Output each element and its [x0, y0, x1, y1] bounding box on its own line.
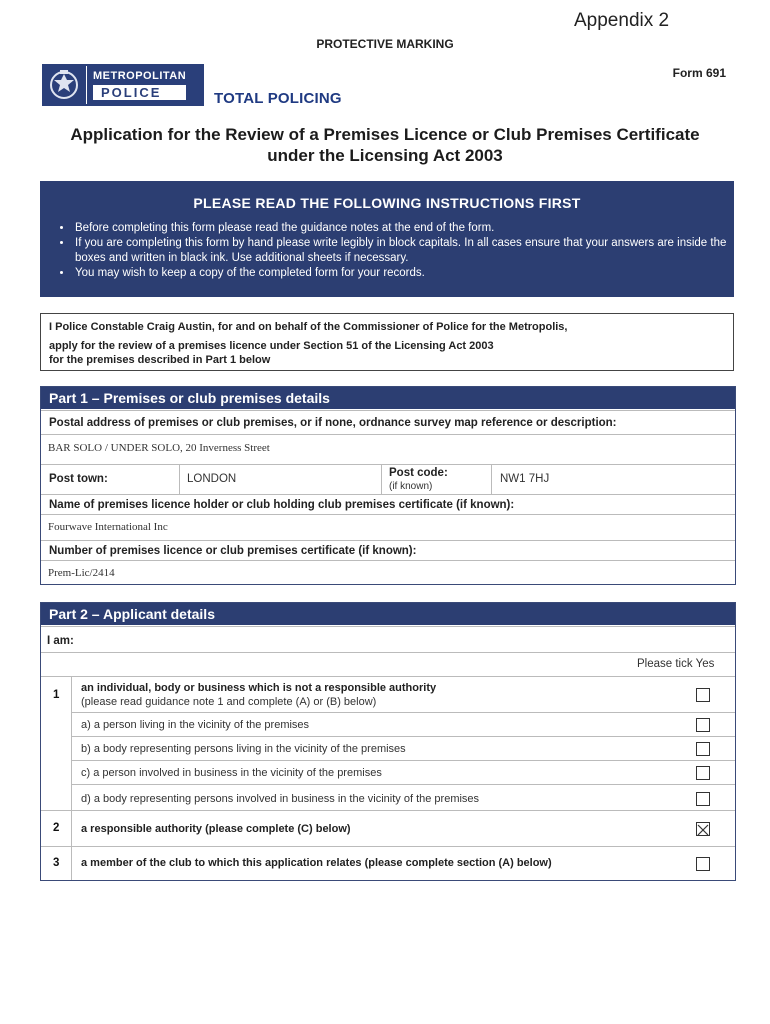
crest-icon — [42, 64, 86, 106]
declaration-line2: apply for the review of a premises licence under Section 51 of the Licensing Act 2003 — [49, 340, 494, 352]
option-1-row — [41, 676, 735, 713]
i-am-label: I am: — [47, 635, 74, 647]
sub-a-row — [71, 712, 735, 737]
form-title-line2: under the Licensing Act 2003 — [267, 146, 503, 165]
logo-wordmark — [86, 66, 186, 104]
option-3-number: 3 — [53, 857, 60, 869]
option-3-row — [41, 846, 735, 881]
option-2-checkbox[interactable] — [696, 822, 710, 836]
address-field[interactable] — [41, 434, 735, 465]
option-1-note: (please read guidance note 1 and complete (A) or (B) below) — [81, 696, 377, 708]
sub-d-row — [71, 784, 735, 811]
post-code-field[interactable]: NW1 7HJ — [500, 473, 550, 485]
instructions-box — [40, 181, 734, 297]
holder-value: Fourwave International Inc — [48, 521, 168, 533]
appendix-label: Appendix 2 — [574, 10, 670, 31]
part1-heading: Part 1 – Premises or club premises details — [41, 387, 735, 409]
total-policing-tagline: TOTAL POLICING — [214, 90, 342, 107]
option-3-text: a member of the club to which this application relates (please complete section (A) below) — [81, 857, 552, 869]
instructions-list — [40, 221, 734, 281]
licence-number-value: Prem-Lic/2414 — [48, 567, 115, 579]
holder-field[interactable] — [41, 514, 735, 541]
form-number: Form 691 — [672, 66, 726, 80]
option-1-number: 1 — [53, 689, 60, 701]
form-title — [0, 124, 770, 166]
sub-c-checkbox[interactable] — [696, 766, 710, 780]
checked-x-icon — [697, 824, 709, 836]
protective-marking: PROTECTIVE MARKING — [316, 37, 454, 51]
sub-d-text: d) a body representing persons involved in business in the vicinity of the premises — [81, 793, 480, 805]
instruction-item: • If you are completing this form by hand please write legibly in block capitals. In all cases ensure that your answers are inside the boxes and written in black ink. Use additional sheets if necessary. — [73, 236, 734, 266]
post-code-label: Post code: — [389, 467, 448, 479]
logo-line-police: POLICE — [93, 85, 186, 100]
licence-number-field[interactable] — [41, 560, 735, 585]
option-1-checkbox[interactable] — [696, 688, 710, 702]
met-police-logo — [42, 64, 204, 106]
post-code-note: (if known) — [389, 481, 433, 492]
option-1-text: an individual, body or business which is not a responsible authority — [81, 682, 437, 694]
sub-c-text: c) a person involved in business in the vicinity of the premises — [81, 767, 382, 779]
option-2-row — [41, 810, 735, 847]
sub-d-checkbox[interactable] — [696, 792, 710, 806]
sub-b-checkbox[interactable] — [696, 742, 710, 756]
post-town-label: Post town: — [49, 473, 108, 485]
holder-label: Name of premises licence holder or club holding club premises certificate (if known): — [49, 499, 515, 511]
licence-number-label: Number of premises licence or club premises certificate (if known): — [49, 545, 417, 557]
option-2-text: a responsible authority (please complete (C) below) — [81, 823, 351, 835]
tick-header: Please tick Yes — [637, 658, 715, 670]
instruction-item: • Before completing this form please read the guidance notes at the end of the form. — [73, 221, 734, 236]
sub-a-text: a) a person living in the vicinity of the premises — [81, 719, 310, 731]
post-row — [41, 464, 735, 495]
option-3-checkbox[interactable] — [696, 857, 710, 871]
instructions-heading: PLEASE READ THE FOLLOWING INSTRUCTIONS FIRST — [193, 195, 581, 211]
post-town-field[interactable]: LONDON — [187, 473, 237, 485]
part2-section — [40, 602, 736, 881]
logo-line-metropolitan: METROPOLITAN — [93, 70, 187, 82]
sub-c-row — [71, 760, 735, 785]
address-label: Postal address of premises or club premises, or if none, ordnance survey map reference or description: — [49, 417, 617, 429]
sub-b-row — [71, 736, 735, 761]
declaration-line3: for the premises described in Part 1 below — [49, 354, 271, 366]
address-value: BAR SOLO / UNDER SOLO, 20 Inverness Street — [48, 442, 270, 454]
sub-b-text: b) a body representing persons living in the vicinity of the premises — [81, 743, 406, 755]
instruction-item: • You may wish to keep a copy of the completed form for your records. — [73, 266, 734, 281]
form-title-line1: Application for the Review of a Premises Licence or Club Premises Certificate — [70, 125, 700, 144]
declaration-line1: I Police Constable Craig Austin, for and on behalf of the Commissioner of Police for the Metropolis, — [49, 321, 568, 333]
declaration-box — [40, 313, 734, 371]
part1-section — [40, 386, 736, 585]
option-2-number: 2 — [53, 822, 60, 834]
sub-a-checkbox[interactable] — [696, 718, 710, 732]
part2-heading: Part 2 – Applicant details — [41, 603, 735, 625]
